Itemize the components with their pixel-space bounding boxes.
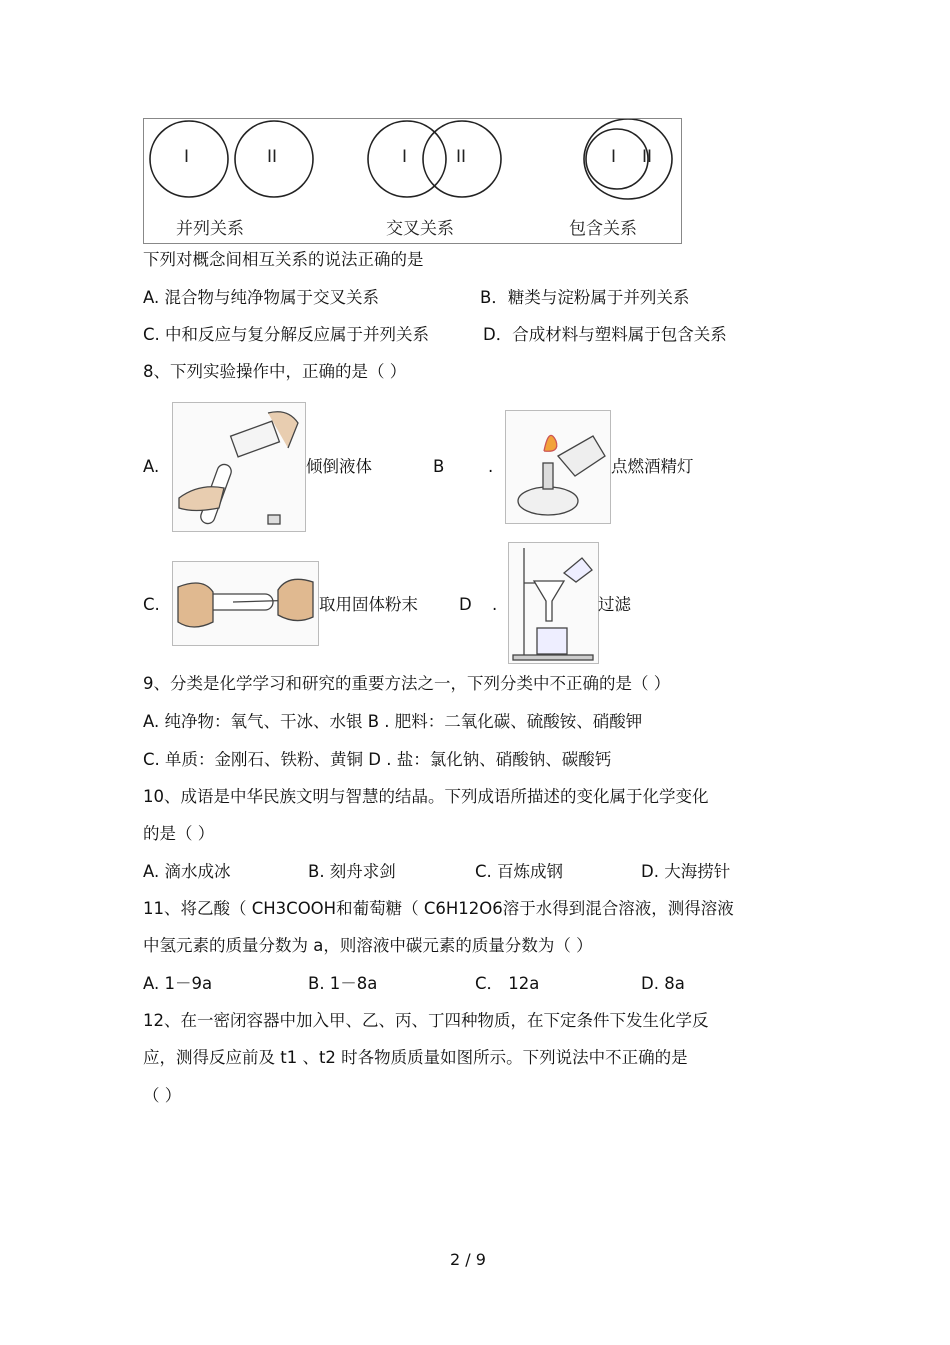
q8-stem: 8、下列实验操作中，正确的是（ ） bbox=[143, 362, 407, 381]
q7-option-d: D．合成材料与塑料属于包含关系 bbox=[483, 325, 727, 344]
q10-option-d: D. 大海捞针 bbox=[641, 862, 731, 881]
q11-option-c: C． 12a bbox=[475, 974, 540, 993]
q8-c-text: 取用固体粉末 bbox=[319, 595, 418, 614]
q9-options-line2: C. 单质：金刚石、铁粉、黄铜 D . 盐：氯化钠、硝酸钠、碳酸钙 bbox=[143, 750, 612, 769]
numeral-one-parallel: I bbox=[184, 147, 190, 167]
q10-option-a: A. 滴水成冰 bbox=[143, 862, 231, 881]
alcohol-lamp-illustration bbox=[505, 410, 611, 524]
numeral-one-cross: I bbox=[402, 147, 408, 167]
q7-stem: 下列对概念间相互关系的说法正确的是 bbox=[143, 250, 424, 269]
q10-stem-line2: 的是（ ） bbox=[143, 824, 215, 843]
q12-stem-line3: （ ） bbox=[143, 1086, 182, 1105]
q8-a-text: 倾倒液体 bbox=[306, 457, 372, 476]
q11-option-d: D. 8a bbox=[641, 974, 685, 993]
q9-options-line1: A. 纯净物：氧气、干冰、水银 B . 肥料：二氧化碳、硫酸铵、硝酸钾 bbox=[143, 712, 643, 731]
q9-stem: 9、分类是化学学习和研究的重要方法之一，下列分类中不正确的是（ ） bbox=[143, 674, 671, 693]
q11-stem-line2: 中氢元素的质量分数为 a，则溶液中碳元素的质量分数为（ ） bbox=[143, 936, 593, 955]
solid-powder-illustration bbox=[172, 561, 319, 646]
q8-b-letter: B bbox=[433, 457, 445, 476]
q10-option-b: B. 刻舟求剑 bbox=[308, 862, 396, 881]
q12-stem-line1: 12、在一密闭容器中加入甲、乙、丙、丁四种物质，在下定条件下发生化学反 bbox=[143, 1011, 709, 1030]
numeral-two-cross: II bbox=[456, 147, 467, 167]
q11-stem-line1: 11、将乙酸（ CH3COOH和葡萄糖（ C6H12O6溶于水得到混合溶液，测得溶液 bbox=[143, 899, 734, 918]
q11-option-b: B. 1－8a bbox=[308, 974, 378, 993]
q8-c-letter: C. bbox=[143, 595, 160, 614]
pour-liquid-illustration bbox=[172, 402, 306, 532]
q7-option-b: B．糖类与淀粉属于并列关系 bbox=[480, 288, 690, 307]
parallel-relation-label: 并列关系 bbox=[176, 219, 244, 239]
q7-option-a: A. 混合物与纯净物属于交叉关系 bbox=[143, 288, 379, 307]
contain-circle-inner bbox=[586, 129, 648, 189]
q8-a-letter: A. bbox=[143, 457, 160, 476]
q11-option-a: A. 1－9a bbox=[143, 974, 213, 993]
q12-stem-line2: 应，测得反应前及 t1 、t2 时各物质质量如图所示。下列说法中不正确的是 bbox=[143, 1048, 688, 1067]
page-number: 2 / 9 bbox=[450, 1250, 486, 1269]
q10-stem-line1: 10、成语是中华民族文明与智慧的结晶。下列成语所描述的变化属于化学变化 bbox=[143, 787, 709, 806]
numeral-one-contain: I bbox=[611, 147, 617, 167]
filtration-illustration bbox=[508, 542, 599, 664]
q8-d-letter: D bbox=[459, 595, 472, 614]
venn-figure bbox=[143, 118, 682, 244]
q10-option-c: C. 百炼成钢 bbox=[475, 862, 564, 881]
q8-d-text: 过滤 bbox=[598, 595, 631, 614]
q7-option-c: C. 中和反应与复分解反应属于并列关系 bbox=[143, 325, 430, 344]
q8-b-text: 点燃酒精灯 bbox=[611, 457, 694, 476]
cross-relation-label: 交叉关系 bbox=[386, 219, 454, 239]
numeral-two-contain: II bbox=[642, 147, 653, 167]
numeral-two-parallel: II bbox=[267, 147, 278, 167]
contain-relation-label: 包含关系 bbox=[569, 219, 637, 239]
q8-d-dot: . bbox=[492, 595, 498, 614]
q8-b-dot: . bbox=[488, 457, 494, 476]
